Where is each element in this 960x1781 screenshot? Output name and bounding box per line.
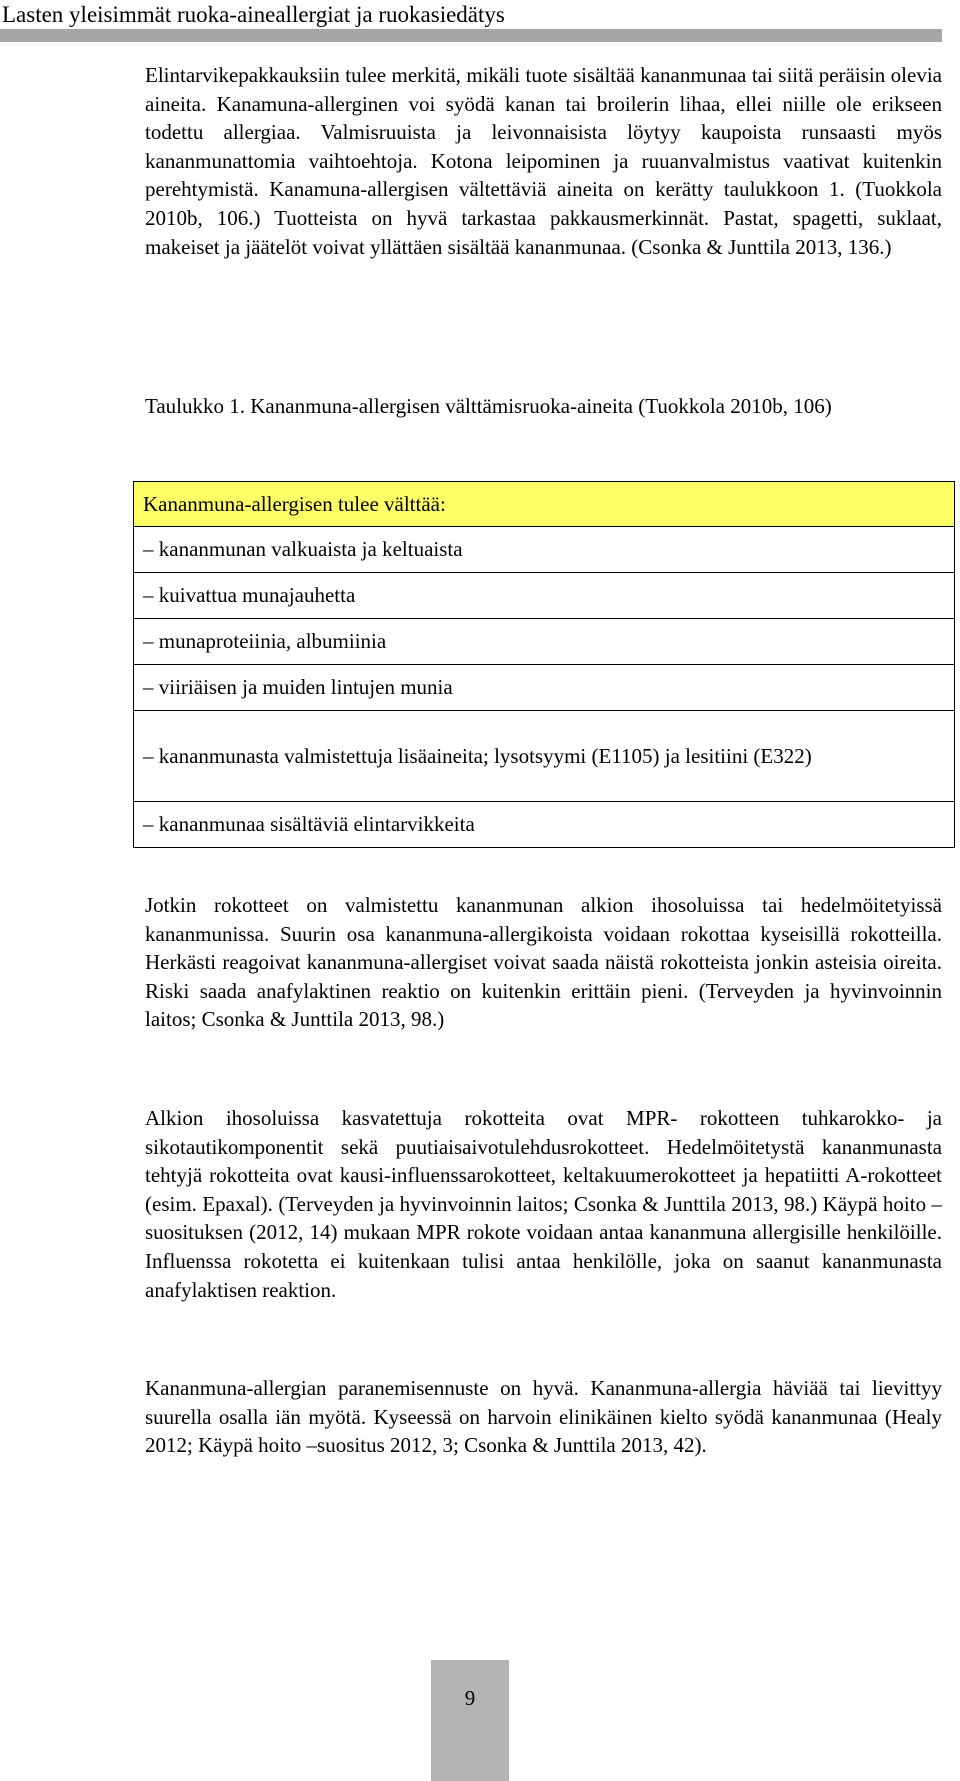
header-rule xyxy=(0,29,942,42)
paragraph-vaccine-types: Alkion ihosoluissa kasvatettuja rokotteita ovat MPR- rokotteen tuhkarokko- ja sikotautikomponentit sekä puutiaisaivotulehdusrokotteet. Hedelmöitetystä kananmunasta tehtyjä rokotteita ovat kausi-influenssarokotteet, keltakuumerokotteet ja hepatiitti A-rokotteet (esim. Epaxal). (Terveyden ja hyvinvoinnin laitos; Csonka & Junttila 2013, 98.) Käypä hoito –suosituksen (2012, 14) mukaan MPR rokote voidaan antaa kananmuna allergisille henkilöille. Influenssa rokotetta ei kuitenkaan tulisi antaa henkilölle, joka on saanut kananmunasta anafylaktisen reaktion. xyxy=(145,1106,942,1302)
table-header-cell: Kananmuna-allergisen tulee välttää: xyxy=(134,482,955,527)
table-row xyxy=(134,573,955,619)
document-title: Lasten yleisimmät ruoka-aineallergiat ja ruokasiedätys xyxy=(2,2,505,27)
table-row xyxy=(134,665,955,711)
table-cell: – kananmunaa sisältäviä elintarvikkeita xyxy=(134,802,955,848)
running-header xyxy=(0,0,942,40)
table-row xyxy=(134,711,955,802)
table-row xyxy=(134,619,955,665)
table-caption: Taulukko 1. Kananmuna-allergisen välttämisruoka-aineita (Tuokkola 2010b, 106) xyxy=(145,394,832,418)
table-cell: – munaproteiinia, albumiinia xyxy=(134,619,955,665)
table-row xyxy=(134,527,955,573)
table-cell: – kananmunan valkuaista ja keltuaista xyxy=(134,527,955,573)
table-row xyxy=(134,802,955,848)
table-header-row xyxy=(134,482,955,527)
paragraph-vaccines: Jotkin rokotteet on valmistettu kananmunan alkion ihosoluissa tai hedelmöitetyissä kananmunissa. Suurin osa kananmuna-allergikoista voidaan rokottaa kyseisillä rokotteilla. Herkästi reagoivat kananmuna-allergiset voivat saada näistä rokotteista jonkin asteisia oireita. Riski saada anafylaktinen reaktio on kuitenkin erittäin pieni. (Terveyden ja hyvinvoinnin laitos; Csonka & Junttila 2013, 98.) xyxy=(145,893,942,1032)
page-number-box xyxy=(431,1660,509,1781)
paragraph-prognosis: Kananmuna-allergian paranemisennuste on hyvä. Kananmuna-allergia häviää tai lievittyy suurella osalla iän myötä. Kyseessä on harvoin elinikäinen kielto syödä kananmunaa (Healy 2012; Käypä hoito –suositus 2012, 3; Csonka & Junttila 2013, 42). xyxy=(145,1376,942,1458)
page-number: 9 xyxy=(464,1686,476,1710)
table-cell: – viiriäisen ja muiden lintujen munia xyxy=(134,665,955,711)
table-cell: – kananmunasta valmistettuja lisäaineita; lysotsyymi (E1105) ja lesitiini (E322) xyxy=(134,711,955,802)
paragraph-egg-labelling: Elintarvikepakkauksiin tulee merkitä, mikäli tuote sisältää kananmunaa tai siitä peräisin olevia aineita. Kanamuna-allerginen voi syödä kanan tai broilerin lihaa, ellei niille ole erikseen todettu allergiaa. Valmisruuista ja leivonnaisista löytyy kaupoista runsaasti myös kananmunattomia vaihtoehtoja. Kotona leipominen ja ruuanvalmistus vaativat kuitenkin perehtymistä. Kanamuna-allergisen vältettäviä aineita on kerätty taulukkoon 1. (Tuokkola 2010b, 106.) Tuotteista on hyvä tarkastaa pakkausmerkinnät. Pastat, spagetti, suklaat, makeiset ja jäätelöt voivat yllättäen sisältää kananmunaa. (Csonka & Junttila 2013, 136.) xyxy=(145,63,942,259)
table-cell: – kuivattua munajauhetta xyxy=(134,573,955,619)
avoid-foods-table xyxy=(133,481,955,848)
